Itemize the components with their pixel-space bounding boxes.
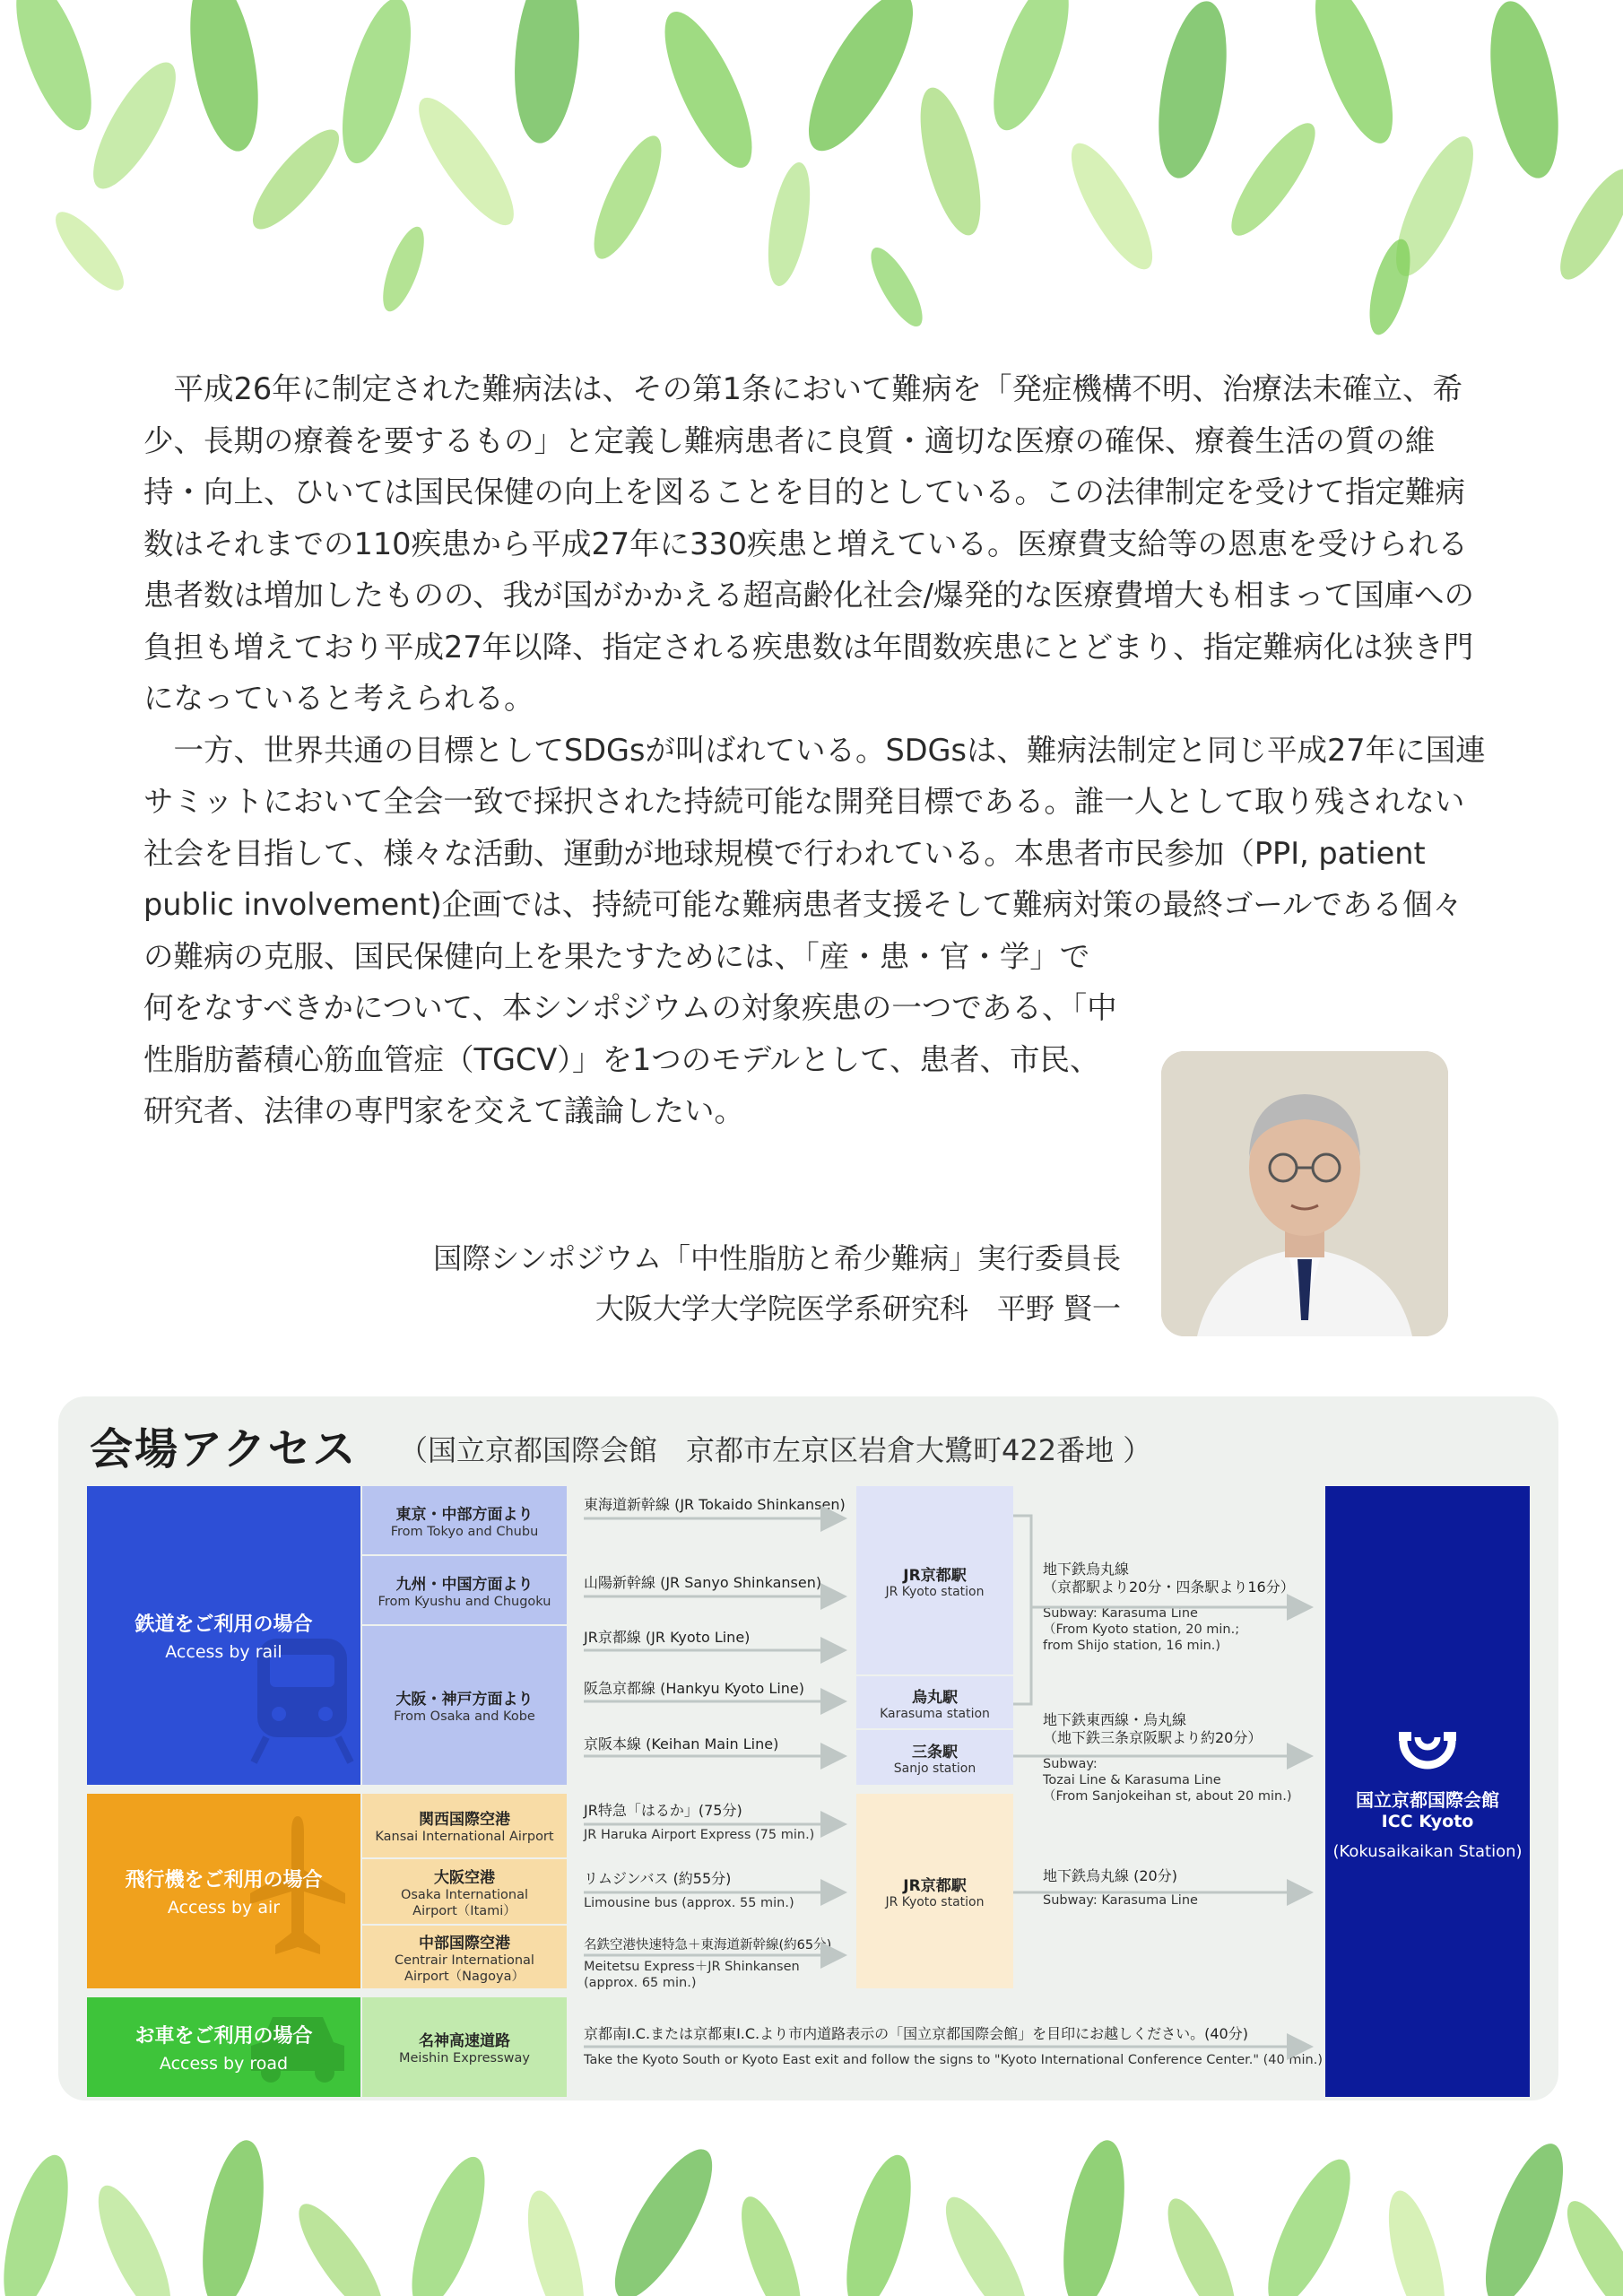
air-subway-karasuma-jp: 地下鉄烏丸線 (20分) — [1043, 1867, 1177, 1884]
air-origin-chubu — [362, 1926, 567, 1988]
air-origin-osaka — [362, 1859, 567, 1924]
air-route-limousine-en: Limousine bus (approx. 55 min.) — [584, 1896, 794, 1910]
air-category-jp: 飛行機をご利用の場合 — [125, 1869, 323, 1892]
access-address: （国立京都国際会館 京都市左京区岩倉大鷺町422番地 ） — [399, 1433, 1152, 1467]
air-station-kyoto-en: JR Kyoto station — [885, 1895, 985, 1909]
air-station-kyoto-jp: JR京都駅 — [903, 1877, 967, 1895]
rail-subway-tozai-en1: Subway: — [1043, 1757, 1098, 1771]
rail-subway-karasuma-en2: （From Kyoto station, 20 min.; — [1043, 1622, 1240, 1637]
rail-subway-karasuma-jp2: （京都駅より20分・四条駅より16分） — [1043, 1578, 1295, 1596]
rail-route-jr-kyoto-label: JR京都線 (JR Kyoto Line) — [584, 1629, 751, 1646]
air-origin-kansai-en: Kansai International Airport — [375, 1830, 554, 1844]
air-origin-chubu-en2: Airport（Nagoya） — [404, 1969, 525, 1984]
road-route-jp: 京都南I.C.または京都東I.C.より市内道路表示の「国立京都国際会館」を目印にお越しください。(40分) — [584, 2025, 1248, 2042]
rail-subway-karasuma-jp1: 地下鉄烏丸線 — [1043, 1561, 1130, 1578]
rail-origin-kyushu-jp: 九州・中国方面より — [395, 1575, 534, 1594]
rail-category-jp: 鉄道をご利用の場合 — [135, 1613, 313, 1636]
foliage-top-decoration — [0, 0, 1623, 341]
rail-subway-tozai-en2: Tozai Line & Karasuma Line — [1043, 1773, 1221, 1787]
road-route — [584, 2022, 1323, 2068]
rail-route-tokaido-label: 東海道新幹線 (JR Tokaido Shinkansen) — [584, 1496, 846, 1513]
rail-station-karasuma-jp: 烏丸駅 — [912, 1688, 958, 1707]
rail-origin-tokyo-en: From Tokyo and Chubu — [390, 1524, 539, 1539]
destination-station: (Kokusaikaikan Station) — [1332, 1841, 1523, 1861]
rail-station-sanjo-jp: 三条駅 — [912, 1744, 958, 1761]
rail-station-kyoto-jp: JR京都駅 — [903, 1566, 967, 1585]
air-station-kyoto — [856, 1794, 1013, 1988]
rail-origin-osaka-en: From Osaka and Kobe — [394, 1709, 535, 1724]
air-category — [87, 1794, 360, 1988]
rail-station-sanjo-en: Sanjo station — [893, 1761, 976, 1776]
destination-name-en: ICC Kyoto — [1381, 1811, 1474, 1831]
rail-station-karasuma — [856, 1676, 1013, 1728]
road-origin-meishin — [362, 1997, 567, 2097]
rail-route-hankyu-label: 阪急京都線 (Hankyu Kyoto Line) — [584, 1680, 805, 1697]
signature-name: 大阪大学大学院医学系研究科 平野 賢一 — [595, 1292, 1121, 1326]
intro-text — [143, 363, 1488, 1137]
intro-paragraph-2: 一方、世界共通の目標としてSDGsが叫ばれている。SDGsは、難病法制定と同じ平成27年に国連サミットにおいて全会一致で採択された持続可能な開発目標である。誰一人として取り残されない社会を目指して、様々な活動、運動が地球規模で行われている。本患者市民参加（PPI, patient public involvement)企画では、持続可能な難病患者支援そして難病対策の最終ゴールである個々の難病の克服、国民保健向上を果たすためには、「産・患・官・学」で — [143, 732, 1486, 974]
intro-paragraph-1: 平成26年に制定された難病法は、その第1条において難病を「発症機構不明、治療法未確立、希少、長期の療養を要するもの」と定義し難病患者に良質・適切な医療の確保、療養生活の質の維持・向上、ひいては国民保健の向上を図ることを目的としている。この法律制定を受けて指定難病数はそれまでの110疾患から平成27年に330疾患と増えている。医療費支給等の恩恵を受けられる患者数は増加したものの、我が国がかかえる超高齢化社会/爆発的な医療費増大も相まって国庫への負担も増えており平成27年以降、指定される疾患数は年間数疾患にとどまり、指定難病化は狭き門になっていると考えられる。 — [143, 371, 1474, 716]
rail-route-hankyu — [584, 1677, 804, 1698]
air-origin-chubu-jp: 中部国際空港 — [419, 1934, 510, 1952]
rail-station-kyoto-en: JR Kyoto station — [885, 1584, 985, 1599]
air-route-meitetsu-en2: (approx. 65 min.) — [584, 1976, 697, 1990]
signature-title: 国際シンポジウム「中性脂肪と希少難病」実行委員長 — [433, 1241, 1121, 1275]
rail-route-sanyo — [584, 1571, 821, 1592]
destination-name-jp: 国立京都国際会館 — [1356, 1788, 1499, 1811]
rail-category — [87, 1486, 360, 1785]
rail-route-sanyo-label: 山陽新幹線 (JR Sanyo Shinkansen) — [584, 1574, 822, 1591]
air-route-haruka-en: JR Haruka Airport Express (75 min.) — [584, 1828, 815, 1842]
rail-origin-kyushu — [362, 1556, 567, 1624]
air-origin-kansai-jp: 関西国際空港 — [419, 1811, 510, 1829]
air-origin-osaka-en2: Airport（Itami） — [412, 1903, 516, 1918]
air-route-haruka-jp: JR特急「はるか」(75分) — [584, 1802, 742, 1819]
rail-origin-osaka — [362, 1626, 567, 1785]
rail-station-karasuma-en: Karasuma station — [880, 1706, 990, 1721]
rail-route-keihan — [584, 1733, 778, 1753]
chairman-photo — [1161, 1051, 1448, 1336]
rail-route-tokaido — [584, 1493, 846, 1514]
signature — [296, 1233, 1121, 1334]
air-route-meitetsu — [584, 1935, 831, 1991]
road-category-en: Access by road — [159, 2054, 289, 2074]
air-route-limousine-jp: リムジンバス (約55分) — [584, 1870, 732, 1887]
rail-origin-osaka-jp: 大阪・神戸方面より — [395, 1691, 534, 1709]
rail-subway-tozai-en3: （From Sanjokeihan st, about 20 min.) — [1043, 1789, 1292, 1804]
road-origin-meishin-en: Meishin Expressway — [399, 2051, 530, 2066]
rail-subway-tozai-jp1: 地下鉄東西線・烏丸線 — [1043, 1711, 1187, 1728]
rail-subway-karasuma-en3: from Shijo station, 16 min.) — [1043, 1639, 1221, 1653]
air-route-meitetsu-en1: Meitetsu Express＋JR Shinkansen — [584, 1960, 800, 1974]
rail-station-sanjo — [856, 1730, 1013, 1785]
rail-subway-tozai-jp2: （地下鉄三条京阪駅より約20分） — [1043, 1729, 1263, 1746]
air-subway-karasuma — [1043, 1867, 1198, 1909]
air-origin-kansai — [362, 1794, 567, 1857]
road-category-jp: お車をご利用の場合 — [135, 2025, 313, 2048]
foliage-bottom-decoration — [0, 2090, 1623, 2296]
air-route-haruka — [584, 1799, 814, 1843]
rail-subway-karasuma-en1: Subway: Karasuma Line — [1043, 1606, 1198, 1621]
rail-subway-karasuma — [1043, 1561, 1295, 1654]
air-category-en: Access by air — [167, 1898, 281, 1918]
rail-route-jr-kyoto — [584, 1626, 750, 1647]
rail-category-en: Access by rail — [165, 1642, 282, 1662]
air-subway-karasuma-en: Subway: Karasuma Line — [1043, 1893, 1198, 1908]
air-origin-chubu-en1: Centrair International — [395, 1952, 534, 1968]
road-category — [87, 1997, 360, 2097]
icc-kyoto-logo-icon — [1396, 1723, 1459, 1779]
road-origin-meishin-jp: 名神高速道路 — [419, 2032, 510, 2050]
rail-origin-tokyo-jp: 東京・中部方面より — [395, 1505, 534, 1524]
air-route-limousine — [584, 1867, 794, 1911]
air-route-meitetsu-jp: 名鉄空港快速特急＋東海道新幹線(約65分) — [584, 1938, 832, 1952]
rail-origin-tokyo — [362, 1486, 567, 1554]
rail-origin-kyushu-en: From Kyushu and Chugoku — [378, 1594, 551, 1609]
access-title: 会場アクセス — [90, 1424, 358, 1474]
rail-route-keihan-label: 京阪本線 (Keihan Main Line) — [584, 1735, 779, 1752]
rail-subway-tozai — [1043, 1711, 1292, 1805]
intro-paragraph-2-cont: 何をなすべきかについて、本シンポジウムの対象疾患の一つである、「中性脂肪蓄積心筋血管症（TGCV）」を1つのモデルとして、患者、市民、研究者、法律の専門家を交えて議論したい。 — [143, 990, 1117, 1128]
rail-station-kyoto — [856, 1486, 1013, 1674]
destination-icc-kyoto — [1325, 1486, 1530, 2097]
air-origin-osaka-en1: Osaka International — [400, 1887, 529, 1902]
road-route-en: Take the Kyoto South or Kyoto East exit and follow the signs to "Kyoto International Conference Center." (40 min.) — [584, 2053, 1323, 2067]
air-origin-osaka-jp: 大阪空港 — [434, 1868, 495, 1887]
